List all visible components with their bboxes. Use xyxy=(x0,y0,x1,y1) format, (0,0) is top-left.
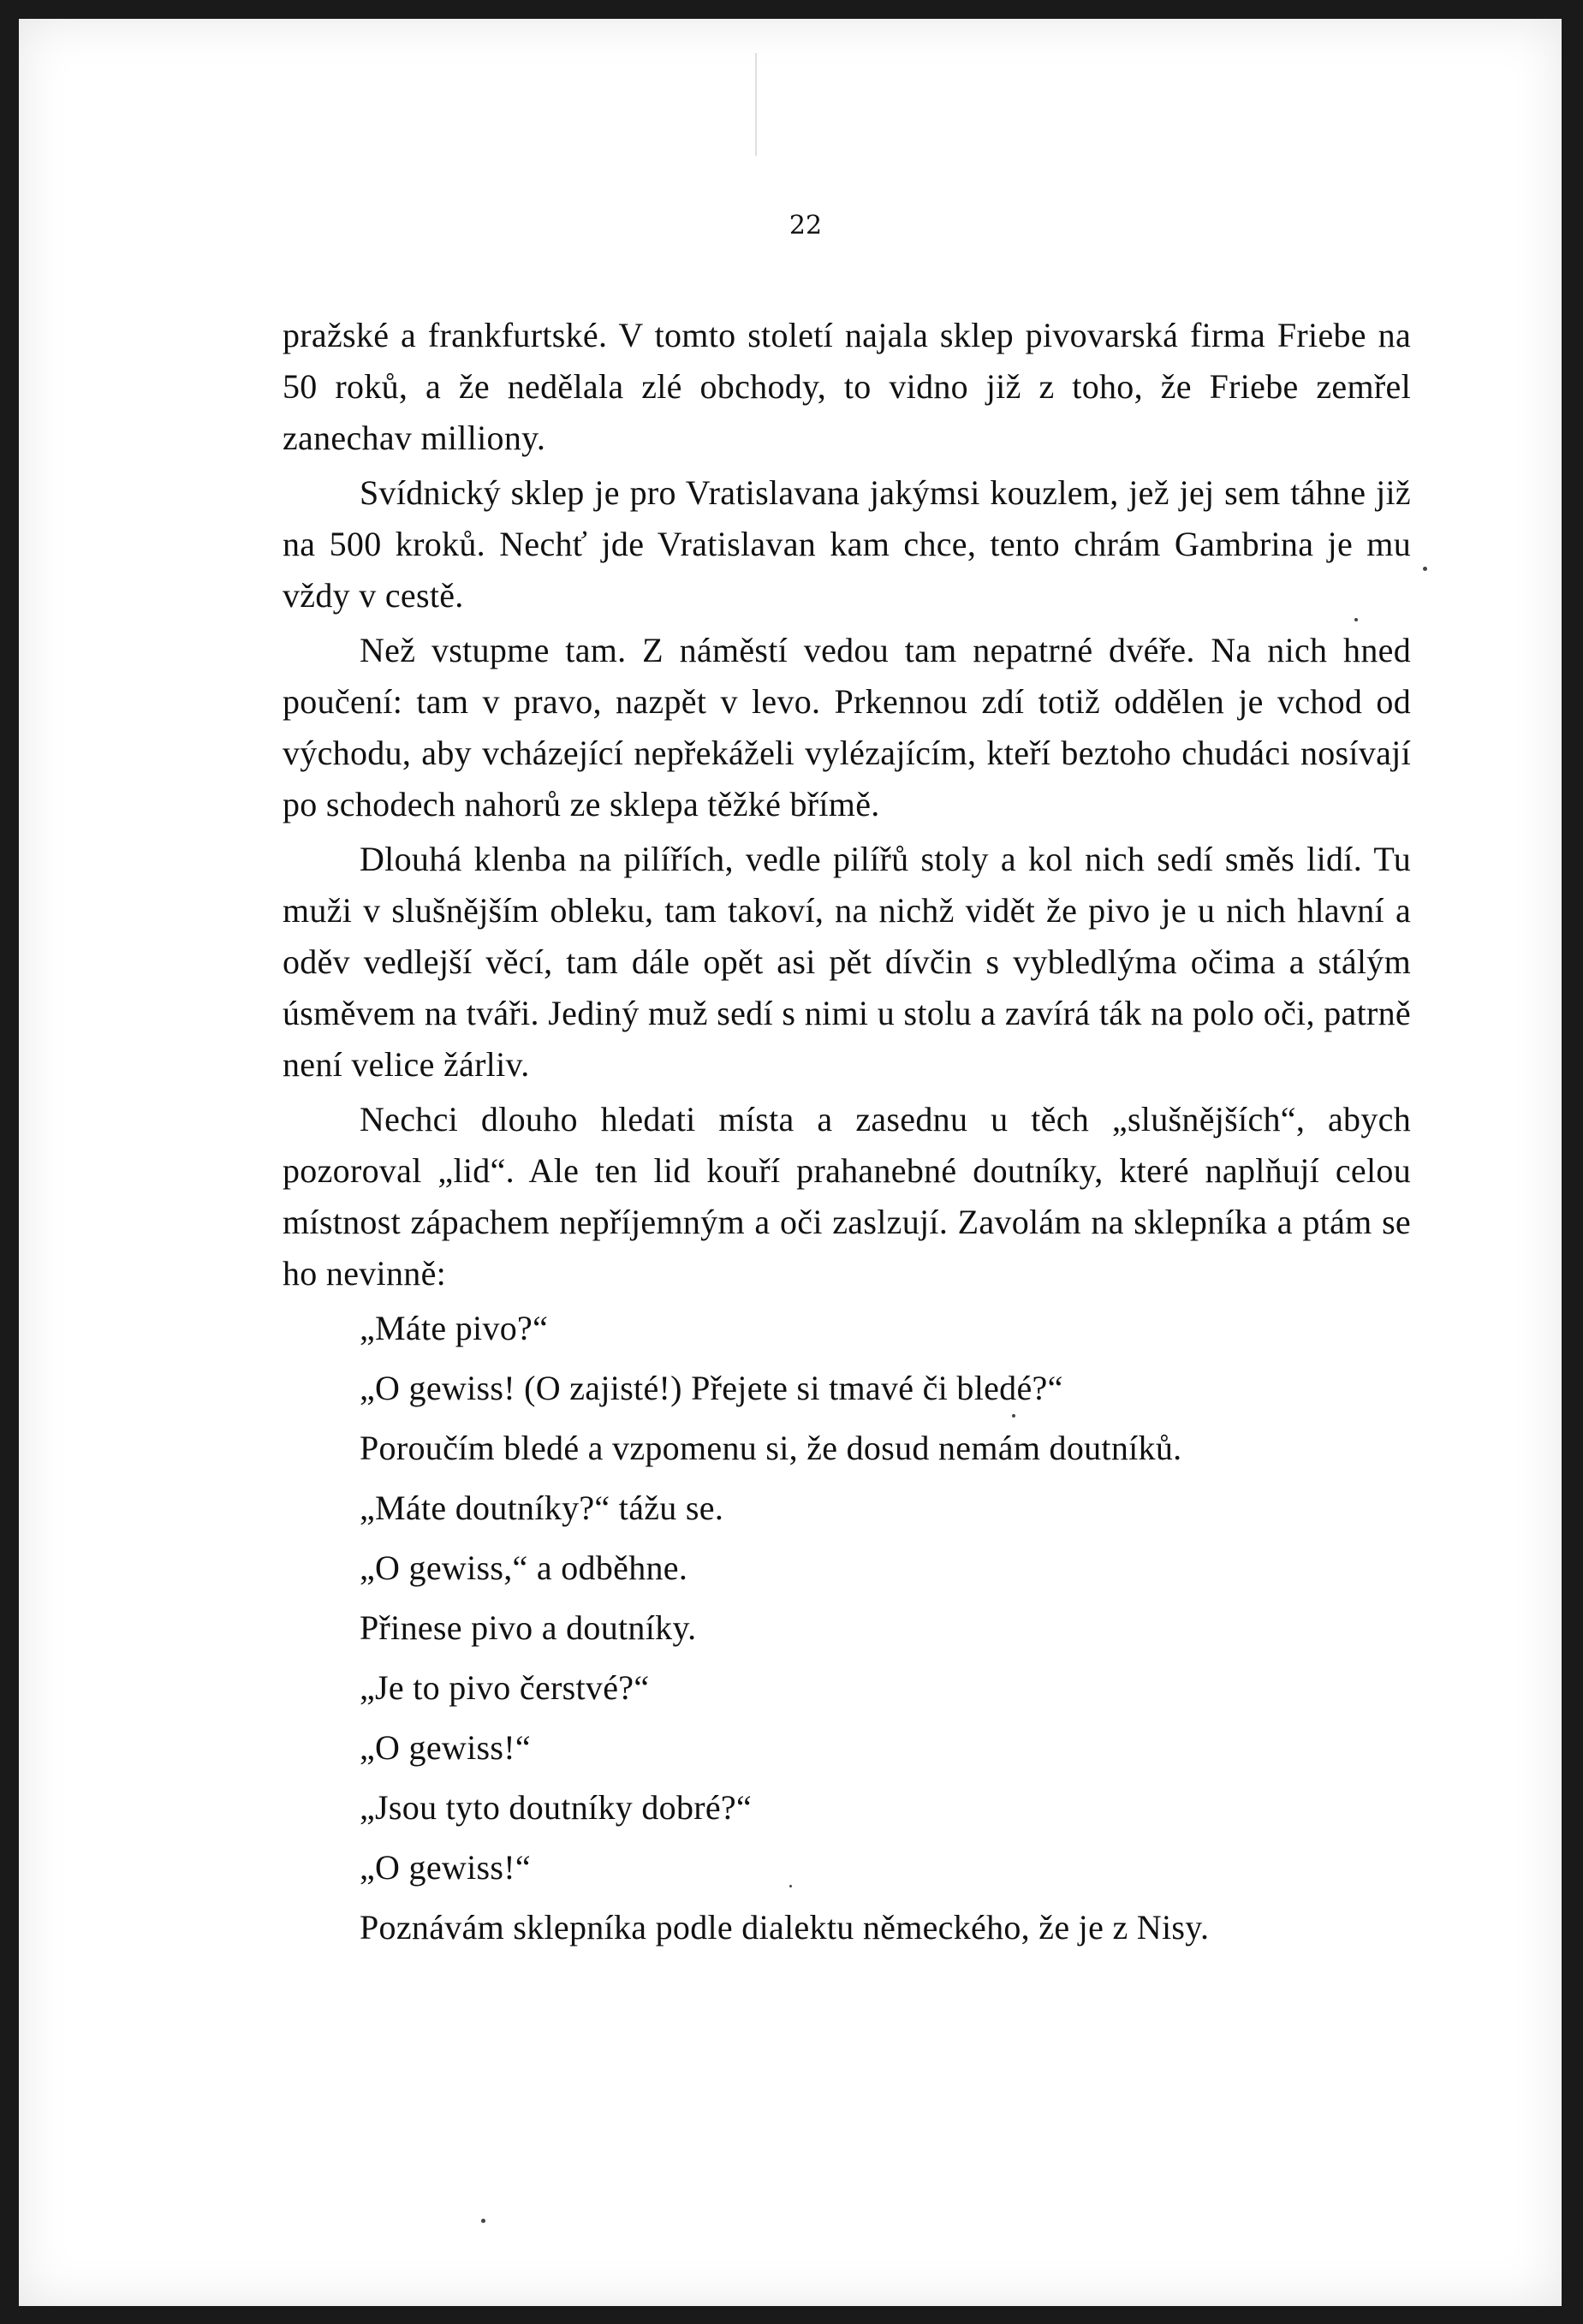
dialog-line: „Jsou tyto doutníky dobré?“ xyxy=(360,1788,753,1827)
dialog-line: „Máte pivo?“ xyxy=(360,1309,549,1347)
dialog-line: „Máte doutníky?“ tážu se. xyxy=(360,1489,724,1527)
paragraph-1: pražské a frankfurtské. V tomto století najala sklep pivovarská firma Friebe na 50 roků, a že nedělala zlé obchody, to vidno již z toho, že Friebe zemřel zanechav milliony. xyxy=(283,316,1411,457)
dialog-line: „Je to pivo čerstvé?“ xyxy=(360,1668,650,1707)
dialog-line: „O gewiss,“ a odběhne. xyxy=(360,1548,688,1587)
dialog-line: Poznávám sklepníka podle dialektu německého, že je z Nisy. xyxy=(360,1908,1210,1947)
dialog-line: Přinese pivo a doutníky. xyxy=(360,1608,697,1647)
paper-speck xyxy=(789,1885,792,1887)
dialog-line: „O gewiss! (O zajisté!) Přejete si tmavé či bledé?“ xyxy=(360,1369,1063,1407)
paper-speck xyxy=(481,2219,485,2223)
dialog-line: „O gewiss!“ xyxy=(360,1848,531,1887)
book-page xyxy=(19,19,1562,2306)
paper-speck xyxy=(1423,567,1427,571)
dialog-line: „O gewiss!“ xyxy=(360,1728,531,1767)
paragraph-2: Svídnický sklep je pro Vratislavana jakýmsi kouzlem, jež jej sem táhne již na 500 kroků. Nechť jde Vratislavan kam chce, tento chrám Gambrina je mu vždy v cestě. xyxy=(283,473,1411,615)
paragraph-4: Dlouhá klenba na pilířích, vedle pilířů stoly a kol nich sedí směs lidí. Tu muži v slušnějším obleku, tam takoví, na nichž vidět že pivo je u nich hlavní a oděv vedlejší věcí, tam dále opět asi pět dívčin s vybledlýma očima a stálým úsměvem na tváři. Jediný muž sedí s nimi u stolu a zavírá ták na polo oči, patrně není velice žárliv. xyxy=(283,840,1411,1084)
text-body xyxy=(283,310,1411,1962)
paragraph-5: Nechci dlouho hledati místa a zasednu u těch „slušnějších“, abych pozoroval „lid“. Ale ten lid kouří prahanebné doutníky, které naplňují celou místnost zápachem nepříjemným a oči zaslzují. Zavolám na sklepníka a ptám se ho nevinně: xyxy=(283,1100,1411,1293)
paper-speck xyxy=(1012,1414,1015,1418)
paper-speck xyxy=(1354,618,1358,621)
page-crease xyxy=(755,53,757,156)
dialog-line: Poroučím bledé a vzpomenu si, že dosud nemám doutníků. xyxy=(360,1429,1182,1467)
paragraph-3: Než vstupme tam. Z náměstí vedou tam nepatrné dvéře. Na nich hned poučení: tam v pravo, nazpět v levo. Prkennou zdí totiž oddělen je vchod od východu, aby vcházející nepřekáželi vylézajícím, kteří beztoho chudáci nosívají po schodech nahorů ze sklepa těžké břímě. xyxy=(283,631,1411,823)
page-number: 22 xyxy=(789,211,823,241)
